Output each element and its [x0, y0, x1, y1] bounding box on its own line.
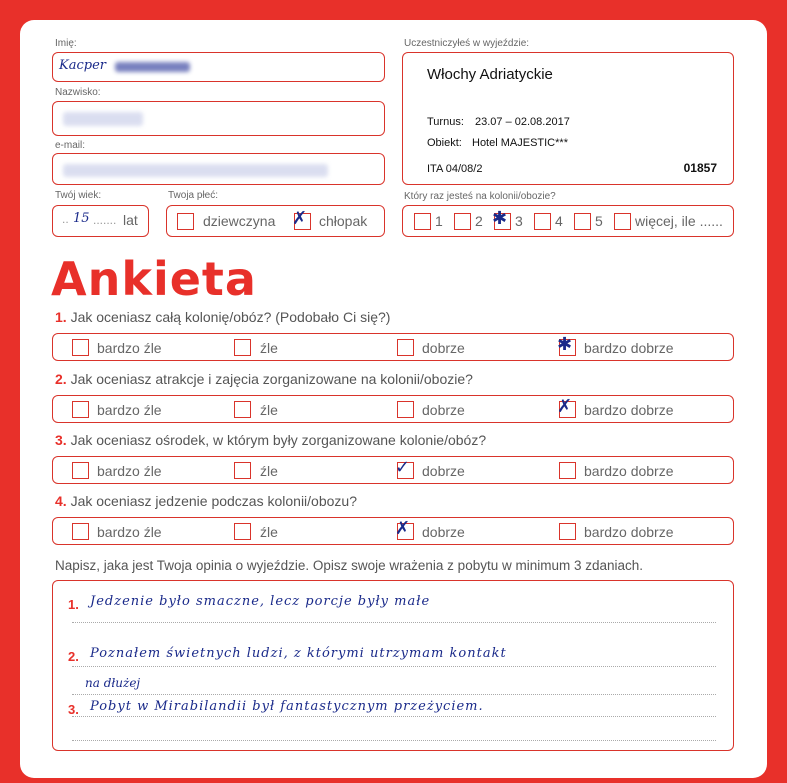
times-label: Który raz jesteś na kolonii/obozie? — [404, 191, 556, 202]
option-bad-checkbox[interactable] — [234, 523, 251, 540]
times-option-label: 3 — [515, 213, 523, 229]
times-option-label: 1 — [435, 213, 443, 229]
gender-female-checkbox[interactable] — [177, 213, 194, 230]
option-label: dobrze — [422, 463, 465, 479]
option-good-checkbox[interactable] — [395, 518, 414, 540]
turnus-value: 23.07 – 02.08.2017 — [475, 116, 570, 128]
name-label: Imię: — [55, 38, 77, 49]
option-label: bardzo źle — [97, 463, 162, 479]
gender-male-checkbox[interactable] — [292, 208, 311, 230]
name-field[interactable] — [52, 52, 385, 82]
writing-line — [72, 716, 716, 717]
question-number: 1. — [55, 309, 67, 325]
option-bad-checkbox[interactable] — [234, 462, 251, 479]
option-label: bardzo źle — [97, 340, 162, 356]
option-label: źle — [260, 340, 278, 356]
email-label: e-mail: — [55, 140, 86, 151]
times-option-label: więcej, ile ...... — [635, 213, 723, 229]
answer-row-4 — [52, 517, 734, 545]
answer-number: 1. — [68, 597, 79, 612]
age-dots: .. — [62, 212, 69, 226]
option-very-bad-checkbox[interactable] — [72, 523, 89, 540]
option-very-bad-checkbox[interactable] — [72, 401, 89, 418]
age-dots-after: ....... — [93, 213, 117, 227]
answer-number: 2. — [68, 649, 79, 664]
times-option-label: 2 — [475, 213, 483, 229]
surname-label: Nazwisko: — [55, 87, 101, 98]
answer-number: 3. — [68, 702, 79, 717]
option-good-checkbox[interactable] — [397, 401, 414, 418]
option-bad-checkbox[interactable] — [234, 401, 251, 418]
option-very-bad-checkbox[interactable] — [72, 462, 89, 479]
turnus-label: Turnus: — [427, 116, 464, 128]
check-mark-icon: ✗ — [557, 396, 573, 417]
answer-text: Pobyt w Mirabilandii był fantastycznym przeżyciem. — [90, 699, 484, 714]
age-label: Twój wiek: — [55, 190, 102, 201]
check-mark-icon: ✓ — [395, 457, 411, 478]
writing-line — [72, 694, 716, 695]
check-mark-icon: ✗ — [292, 208, 308, 229]
answer-text: na dłużej — [85, 676, 141, 690]
check-mark-icon: ✱ — [492, 208, 508, 229]
option-label: dobrze — [422, 340, 465, 356]
option-label: bardzo źle — [97, 524, 162, 540]
times-option-3-checkbox[interactable] — [492, 208, 511, 230]
times-option-label: 4 — [555, 213, 563, 229]
age-value: 15 — [73, 211, 90, 226]
gender-label: Twoja płeć: — [168, 190, 219, 201]
question-number: 3. — [55, 432, 67, 448]
question-number: 2. — [55, 371, 67, 387]
answer-text: Poznałem świetnych ludzi, z którymi utrzymam kontakt — [90, 646, 507, 661]
option-label: źle — [260, 463, 278, 479]
trip-info-box — [402, 52, 734, 185]
question-2 — [55, 371, 473, 387]
option-label: bardzo dobrze — [584, 340, 674, 356]
option-label: dobrze — [422, 524, 465, 540]
age-field[interactable] — [52, 205, 149, 237]
option-good-checkbox[interactable] — [397, 339, 414, 356]
answer-row-1 — [52, 333, 734, 361]
option-label: bardzo dobrze — [584, 524, 674, 540]
answer-row-2 — [52, 395, 734, 423]
question-4 — [55, 493, 357, 509]
trip-code: ITA 04/08/2 — [427, 163, 483, 175]
form-number: 01857 — [683, 161, 717, 175]
redacted-surname — [63, 112, 143, 126]
option-bad-checkbox[interactable] — [234, 339, 251, 356]
answer-row-3 — [52, 456, 734, 484]
gender-male-label: chłopak — [319, 213, 368, 229]
option-label: bardzo dobrze — [584, 402, 674, 418]
trip-name: Włochy Adriatyckie — [427, 66, 553, 83]
option-very-good-checkbox[interactable] — [559, 523, 576, 540]
answer-text: Jedzenie było smaczne, lecz porcje były małe — [90, 594, 431, 609]
option-very-good-checkbox[interactable] — [559, 462, 576, 479]
option-very-good-checkbox[interactable] — [557, 334, 576, 356]
times-option-more-checkbox[interactable] — [614, 213, 631, 230]
option-label: dobrze — [422, 402, 465, 418]
writing-line — [72, 622, 716, 623]
question-text: Jak oceniasz jedzenie podczas kolonii/obozu? — [70, 493, 357, 509]
option-label: źle — [260, 524, 278, 540]
object-label: Obiekt: — [427, 137, 462, 149]
times-option-5-checkbox[interactable] — [574, 213, 591, 230]
name-value: Kacper — [59, 58, 106, 73]
writing-line — [72, 740, 716, 741]
redacted-surname-scribble — [115, 62, 190, 72]
option-very-bad-checkbox[interactable] — [72, 339, 89, 356]
times-option-1-checkbox[interactable] — [414, 213, 431, 230]
check-mark-icon: ✗ — [395, 518, 411, 539]
option-very-good-checkbox[interactable] — [557, 396, 576, 418]
survey-title: Ankieta — [51, 252, 257, 306]
age-unit: lat — [123, 212, 138, 228]
option-label: źle — [260, 402, 278, 418]
option-good-checkbox[interactable] — [395, 457, 414, 479]
email-field[interactable] — [52, 153, 385, 185]
gender-field — [166, 205, 385, 237]
writing-line — [72, 666, 716, 667]
surname-field[interactable] — [52, 101, 385, 136]
question-1 — [55, 309, 390, 325]
option-label: bardzo źle — [97, 402, 162, 418]
redacted-email — [63, 164, 328, 177]
question-text: Jak oceniasz ośrodek, w którym były zorganizowane kolonie/obóz? — [70, 432, 487, 448]
times-option-4-checkbox[interactable] — [534, 213, 551, 230]
question-text: Jak oceniasz atrakcje i zajęcia zorganizowane na kolonii/obozie? — [70, 371, 473, 387]
check-mark-icon: ✱ — [557, 334, 573, 355]
question-3 — [55, 432, 486, 448]
times-option-label: 5 — [595, 213, 603, 229]
times-field — [402, 205, 734, 237]
question-text: Jak oceniasz całą kolonię/obóz? (Podobało Ci się?) — [70, 309, 391, 325]
times-option-2-checkbox[interactable] — [454, 213, 471, 230]
object-value: Hotel MAJESTIC*** — [472, 137, 568, 149]
trip-label: Uczestniczyłeś w wyjeździe: — [404, 38, 530, 49]
opinion-prompt: Napisz, jaka jest Twoja opinia o wyjeździe. Opisz swoje wrażenia z pobytu w minimum 3 zdaniach. — [55, 558, 644, 573]
option-label: bardzo dobrze — [584, 463, 674, 479]
gender-female-label: dziewczyna — [203, 213, 276, 229]
question-number: 4. — [55, 493, 67, 509]
